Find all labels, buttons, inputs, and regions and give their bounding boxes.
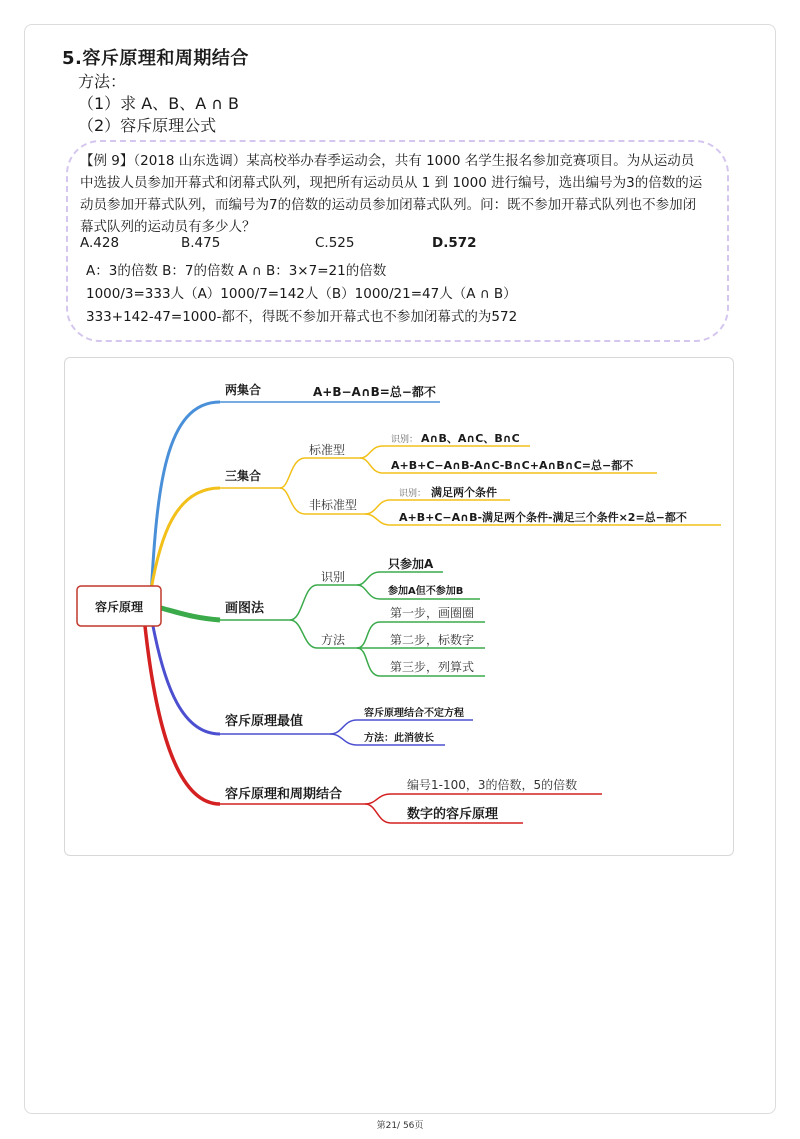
question-line-3: 动员参加开幕式队列，而编号为7的倍数的运动员参加闭幕式队列。问：既不参加开幕式队列也不参加闭 (80, 197, 697, 213)
page-footer: 第21/ 56页 (376, 1121, 424, 1131)
option-b: B.475 (181, 235, 221, 251)
question-line-4: 幕式队列的运动员有多少人？ (80, 219, 256, 235)
solution (86, 260, 517, 329)
method-item-3: 第三步，列算式 (390, 660, 475, 674)
branch-drawing (161, 608, 220, 620)
page-title: 5.容斥原理和周期结合 (62, 48, 249, 69)
drawing-label: 画图法 (225, 601, 265, 616)
standard-formula: A+B+C−A∩B-A∩C-B∩C+A∩B∩C=总−都不 (391, 459, 634, 472)
method-heading: 方法： (78, 72, 127, 91)
extreme-label: 容斥原理最值 (225, 714, 304, 729)
root-label: 容斥原理 (94, 600, 144, 614)
mindmap (65, 358, 735, 857)
standard-type-line (280, 458, 360, 488)
extreme-item-2: 方法：此消彼长 (364, 733, 434, 744)
standard-identify-prefix: 识别： (391, 435, 419, 445)
method-step-1: （1）求 A、B、A ∩ B (78, 94, 239, 113)
method-item-1: 第一步，画圈圈 (390, 606, 475, 620)
two-sets-formula: A+B−A∩B=总−都不 (313, 385, 436, 399)
solution-line-3: 333+142-47=1000-都不，得既不参加开幕式也不参加闭幕式的为572 (86, 309, 518, 325)
branch-extreme (153, 626, 220, 734)
drawing-identify-line (290, 585, 357, 620)
option-c: C.525 (315, 235, 355, 251)
question-line-2: 中选拔人员参加开幕式和闭幕式队列，现把所有运动员从 1 到 1000 进行编号，选出编号为3的倍数的运 (80, 175, 703, 191)
nonstandard-identify: 满足两个条件 (431, 486, 497, 499)
standard-type-label: 标准型 (309, 443, 346, 457)
answer-options (80, 235, 720, 257)
nonstandard-type-label: 非标准型 (309, 498, 358, 512)
periodic-item-1-line (365, 794, 602, 804)
identify-item-1: 只参加A (388, 557, 434, 571)
question-line-1: 【例 9】（2018 山东选调）某高校举办春季运动会，共有 1000 名学生报名参加竞赛项目。为从运动员 (80, 153, 695, 169)
mindmap-card (64, 357, 734, 856)
branch-periodic (145, 626, 220, 804)
method-item-2: 第二步，标数字 (390, 633, 475, 647)
periodic-item-1: 编号1-100，3的倍数，5的倍数 (407, 778, 578, 792)
example-question (80, 150, 720, 238)
periodic-label: 容斥原理和周期结合 (225, 787, 343, 802)
branch-three-sets (151, 488, 220, 590)
solution-line-2: 1000/3=333人（A）1000/7=142人（B）1000/21=47人（A ∩ B） (86, 286, 517, 302)
method-section (78, 71, 239, 137)
nonstandard-formula: A+B+C−A∩B-满足两个条件-满足三个条件×2=总−都不 (399, 511, 687, 524)
option-a: A.428 (80, 235, 120, 251)
drawing-identify-label: 识别 (321, 570, 346, 584)
extreme-item-1: 容斥原理结合不定方程 (364, 708, 464, 719)
option-d: D.572 (432, 235, 477, 251)
identify-item-1-line (357, 572, 443, 585)
two-sets-label: 两集合 (225, 383, 262, 397)
method-step-2: （2）容斥原理公式 (78, 116, 217, 135)
standard-identify-line (360, 446, 530, 458)
drawing-method-label: 方法 (321, 633, 346, 647)
three-sets-label: 三集合 (225, 469, 262, 483)
identify-item-2: 参加A但不参加B (388, 586, 464, 597)
branch-two-sets (151, 402, 220, 596)
standard-identify: A∩B、A∩C、B∩C (421, 432, 520, 445)
solution-line-1: A：3的倍数 B：7的倍数 A ∩ B：3×7=21的倍数 (86, 263, 387, 279)
extreme-item-1-line (330, 720, 473, 734)
periodic-item-2: 数字的容斥原理 (407, 807, 499, 822)
nonstandard-identify-prefix: 识别： (399, 489, 427, 499)
